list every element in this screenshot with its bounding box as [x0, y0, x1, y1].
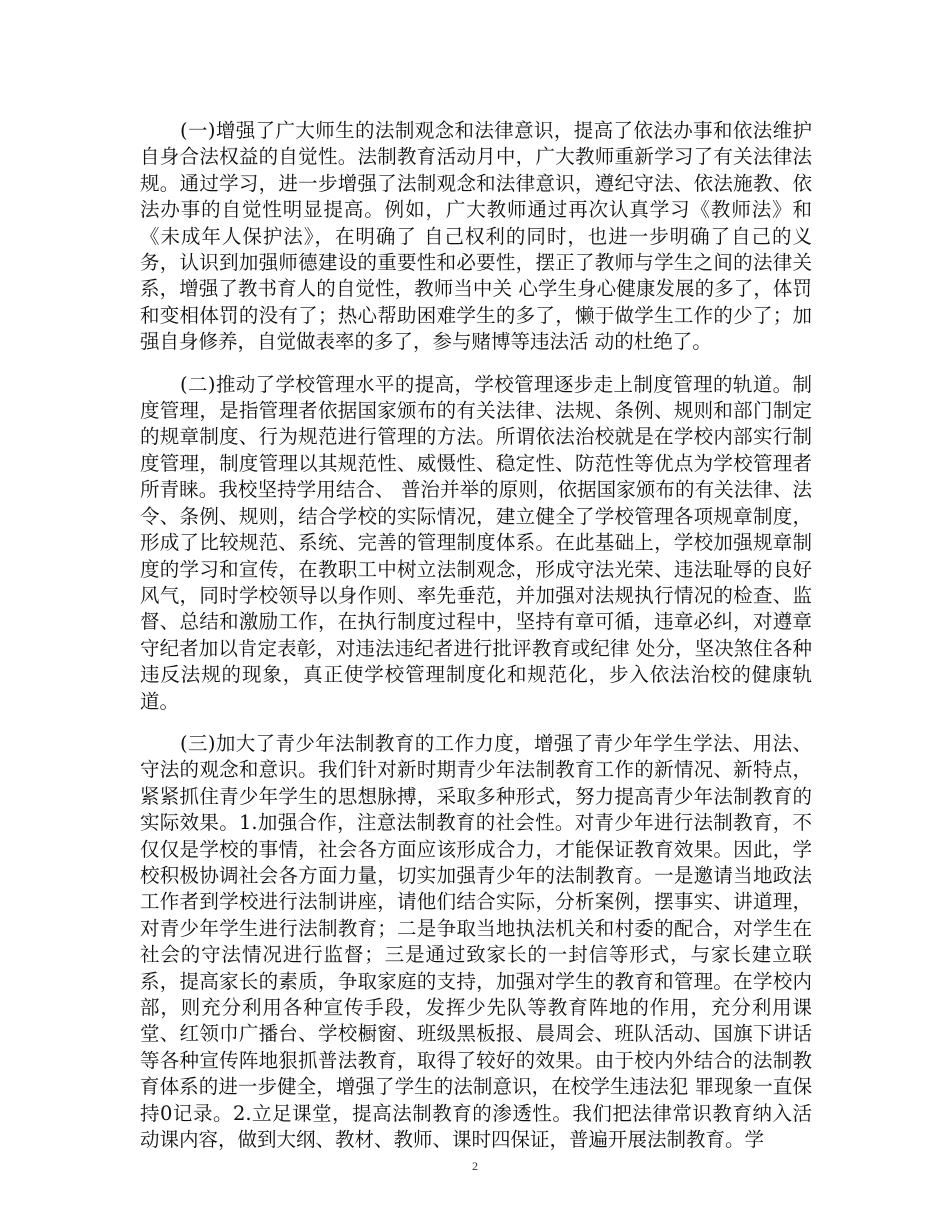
paragraph-2: (二)推动了学校管理水平的提高，学校管理逐步走上制度管理的轨道。制度管理，是指管理者依据国家颁布的有关法律、法规、条例、规则和部门制定的规章制度、行为规范进行管理的方法。所谓依法治校就是在学校内部实行制度管理，制度管理以其规范性、威慑性、稳定性、防范性等优点为学校管理者所青睐。我校坚持学用结合、 普治并举的原则，依据国家颁布的有关法律、法令、条例、规则，结合学校的实际情况，建立健全了学校管理各项规章制度，形成了比较规范、系统、完善的管理制度体系。在此基础上，学校加强规章制度的学习和宣传，在教职工中树立法制观念，形成守法光荣、违法耻辱的良好风气，同时学校领导以身作则、率先垂范，并加强对法规执行情况的检查、监督、总结和激励工作，在执行制度过程中，坚持有章可循，违章必纠，对遵章守纪者加以肯定表彰，对违法违纪者进行批评教育或纪律 处分，坚决煞住各种违反法规的现象，真正使学校管理制度化和规范化，步入依法治校的健康轨道。	[140, 372, 812, 713]
document-body	[140, 118, 812, 1169]
page-number: 2	[472, 1159, 478, 1173]
paragraph-1: (一)增强了广大师生的法制观念和法律意识，提高了依法办事和依法维护自身合法权益的自觉性。法制教育活动月中，广大教师重新学习了有关法律法规。通过学习，进一步增强了法制观念和法律意识，遵纪守法、依法施教、依法办事的自觉性明显提高。例如，广大教师通过再次认真学习《教师法》和《未成年人保护法》，在明确了 自己权利的同时，也进一步明确了自己的义务，认识到加强师德建设的重要性和必要性，摆正了教师与学生之间的法律关系，增强了教书育人的自觉性，教师当中关 心学生身心健康发展的多了，体罚和变相体罚的没有了；热心帮助困难学生的多了，懒于做学生工作的少了；加强自身修养，自觉做表率的多了，参与赌博等违法活 动的杜绝了。	[140, 119, 812, 354]
paragraph-3: (三)加大了青少年法制教育的工作力度，增强了青少年学生学法、用法、守法的观念和意识。我们针对新时期青少年法制教育工作的新情况、新特点，紧紧抓住青少年学生的思想脉搏，采取多种形式，努力提高青少年法制教育的实际效果。1.加强合作，注意法制教育的社会性。对青少年进行法制教育，不仅仅是学校的事情，社会各方面应该形成合力，才能保证教育效果。因此，学校积极协调社会各方面力量，切实加强青少年的法制教育。一是邀请当地政法工作者到学校进行法制讲座，请他们结合实际，分析案例，摆事实、讲道理，对青少年学生进行法制教育；二是争取当地执法机关和村委的配合，对学生在社会的守法情况进行监督；三是通过致家长的一封信等形式，与家长建立联系，提高家长的素质，争取家庭的支持，加强对学生的教育和管理。在学校内部，则充分利用各种宣传手段，发挥少先队等教育阵地的作用，充分利用课堂、红领巾广播台、学校橱窗、班级黑板报、晨周会、班队活动、国旗下讲话等各种宣传阵地狠抓普法教育，取得了较好的效果。由于校内外结合的法制教育体系的进一步健全，增强了学生的法制意识，在校学生违法犯 罪现象一直保持0记录。2.立足课堂，提高法制教育的渗透性。我们把法律常识教育纳入活动课内容，做到大纲、教材、教师、课时四保证，普遍开展法制教育。学	[140, 731, 812, 1152]
